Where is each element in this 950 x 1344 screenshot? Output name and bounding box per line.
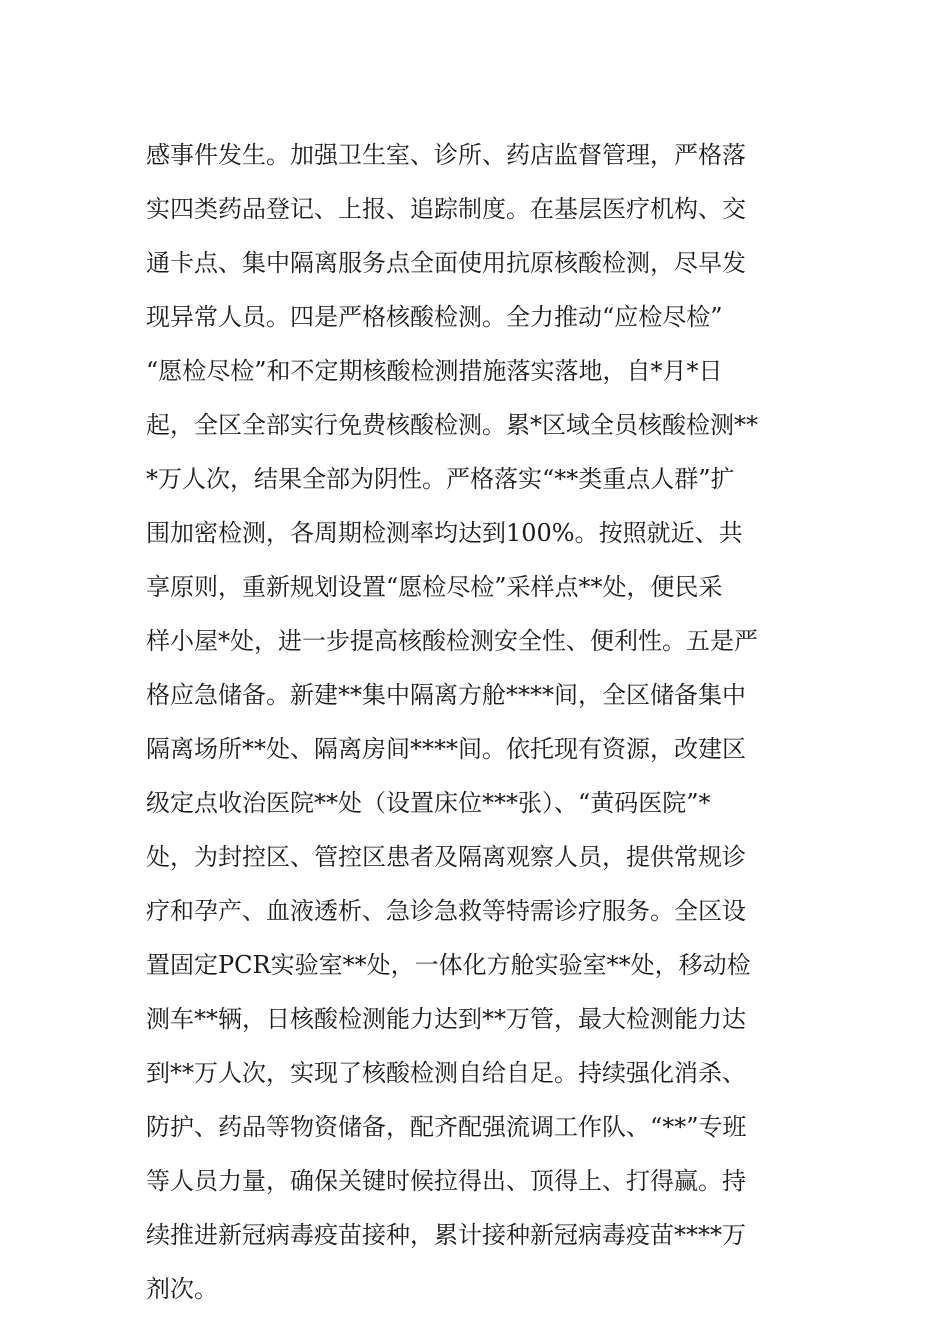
text-line: 感事件发生。加强卫生室、诊所、药店监督管理，严格落	[146, 141, 746, 169]
text-line: 剂次。	[146, 1275, 218, 1303]
text-line: 通卡点、集中隔离服务点全面使用抗原核酸检测，尽早发	[146, 249, 746, 277]
text-line: 到**万人次，实现了核酸检测自给自足。持续强化消杀、	[146, 1059, 746, 1087]
text-line: 级定点收治医院**处（设置床位***张）、“黄码医院”*	[146, 789, 711, 817]
text-line: 续推进新冠病毒疫苗接种，累计接种新冠病毒疫苗****万	[146, 1221, 746, 1249]
text-line: 处，为封控区、管控区患者及隔离观察人员，提供常规诊	[146, 843, 746, 871]
text-line: 起，全区全部实行免费核酸检测。累*区域全员核酸检测**	[146, 411, 758, 439]
text-line: “愿检尽检”和不定期核酸检测措施落实落地，自*月*日	[146, 357, 723, 385]
body-paragraph	[146, 128, 816, 1316]
text-line: 隔离场所**处、隔离房间****间。依托现有资源，改建区	[146, 735, 746, 763]
text-line: 现异常人员。四是严格核酸检测。全力推动“应检尽检”	[146, 303, 723, 331]
text-line: 等人员力量，确保关键时候拉得出、顶得上、打得赢。持	[146, 1167, 746, 1195]
text-line: 防护、药品等物资储备，配齐配强流调工作队、“**”专班	[146, 1113, 747, 1141]
text-line: 围加密检测，各周期检测率均达到100%。按照就近、共	[146, 519, 743, 547]
text-line: 享原则，重新规划设置“愿检尽检”采样点**处，便民采	[146, 573, 723, 601]
text-line: 疗和孕产、血液透析、急诊急救等特需诊疗服务。全区设	[146, 897, 746, 925]
text-line: 测车**辆，日核酸检测能力达到**万管，最大检测能力达	[146, 1005, 746, 1033]
text-line: 格应急储备。新建**集中隔离方舱****间，全区储备集中	[146, 681, 746, 709]
text-line: 样小屋*处，进一步提高核酸检测安全性、便利性。五是严	[146, 627, 758, 655]
text-line: 实四类药品登记、上报、追踪制度。在基层医疗机构、交	[146, 195, 746, 223]
text-line: 置固定PCR实验室**处，一体化方舱实验室**处，移动检	[146, 951, 751, 979]
text-line: *万人次，结果全部为阴性。严格落实“**类重点人群”扩	[146, 465, 735, 493]
